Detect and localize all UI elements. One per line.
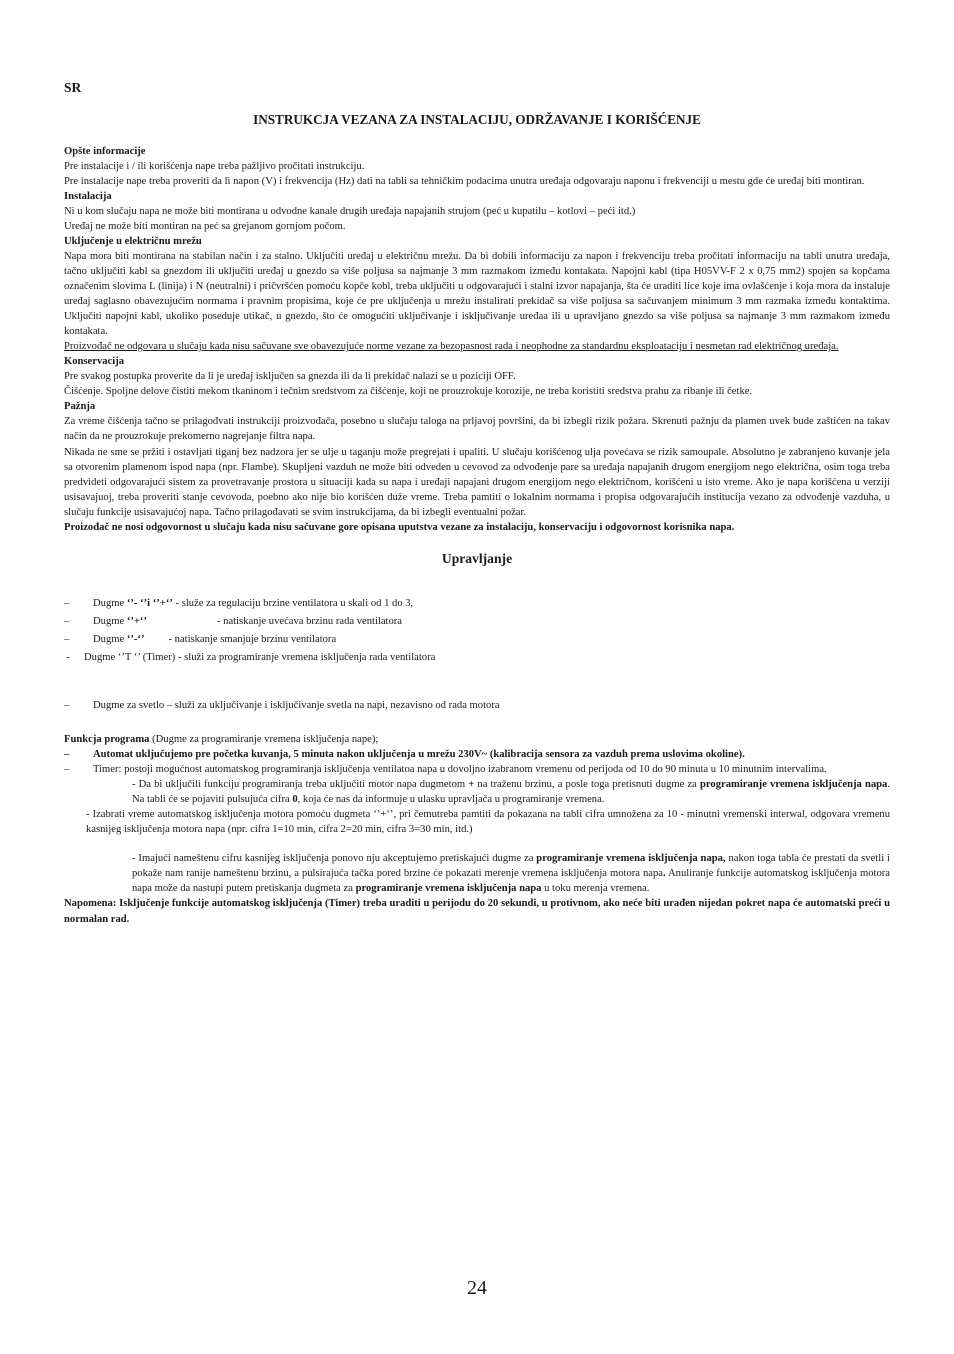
- caution-liability: Proizođač ne nosi odgovornost u slučaju kada nisu sačuvane gore opisana uputstva vezane za instalaciju, konservaciju i odgovornost korisnika napa.: [64, 521, 735, 533]
- dash-bullet: –: [64, 634, 70, 646]
- program-step-3: [64, 851, 890, 896]
- control-keys: ‘’- ‘’i ‘’+‘’: [126, 598, 173, 609]
- step-emphasis: programiranje vremena isključenja napa: [355, 883, 542, 895]
- step-text: Anuliranje funkcije automatskog isključenja motora napa može da nastupi putem pretiskanja dugmeta za: [132, 868, 890, 895]
- electric-disclaimer: Proizvođač ne odgovara u slučaju kada nisu sačuvane sve obavezujuće norme vezane za bezopasnost rada i neophodne za standardnu eksploataciju i nesmetan rad električnog uređaja.: [64, 341, 839, 353]
- step-text: na traženu brzinu, a posle toga pretisnuti dugme za: [474, 779, 701, 791]
- page-title: INSTRUKCJA VEZANA ZA INSTALACIJU, ODRŽAVANJE I KORIŠĆENJE: [253, 112, 701, 128]
- dash-bullet: –: [64, 598, 70, 609]
- maintenance-paragraph-1: Pre svakog postupka proverite da li je uređaj isključen sa gnezda ili da li prekidač nalazi se u poziciji OFF.: [64, 371, 516, 383]
- program-step-1: [64, 777, 890, 807]
- program-auto-text: Automat uključujemo pre početka kuvanja, 5 minuta nakon uključenja u mrežu 230V~ (kalibracija sensora za vazduh prema uslovima okoline).: [93, 749, 745, 761]
- step-text: , koja će nas da informuje u ulasku upravljača u programiranje vremena.: [297, 794, 605, 806]
- installation-paragraph-1: Ni u kom slučaju napa ne može biti montirana u odvodne kanale drugih uređaja napajanih strujom (peć u kupatilu – kotlovi – peći itd.): [64, 206, 636, 218]
- general-heading: Opšte informacije: [64, 145, 146, 157]
- control-desc: - natiskanje uvećava brzinu rada ventilatora: [217, 616, 403, 628]
- step-emphasis: programiranje vremena isključenja napa,: [536, 853, 726, 865]
- control-item-minus: [64, 632, 890, 647]
- program-heading: Funkcja programa: [64, 734, 150, 746]
- program-timer-text: Timer: postoji mogućnost automatskog programiranja isključenja ventilatoa napa u dovoljno izabranom vremenu od perijoda od 10 do 90 minuta u 10 minutnim intervalima.: [93, 764, 827, 776]
- control-item-plus: [64, 614, 890, 629]
- manual-page: [64, 78, 890, 927]
- control-keys: ‘’-‘’: [126, 634, 145, 646]
- step-digit: 0: [292, 794, 298, 806]
- control-label: Dugme: [93, 634, 127, 646]
- step-text: u toku merenja vremena.: [541, 883, 650, 895]
- maintenance-paragraph-2: Čišćenje. Spoljne delove čistiti mekom tkaninom i tečnim sredstvom za čišćenje, koji ne prouzrokuje korozije, ne treba koristiti sredstva prahu za ribanje ili četke.: [64, 386, 753, 398]
- step-text: . Na tabli će se pojaviti pulsujuća cifra: [132, 779, 890, 806]
- caution-paragraph-2: Nikada ne sme se pržiti i ostavljati tiganj bez nadzora jer se ulje u taganju može pregrejati i upaliti. U slučaju korišćenog ulja povećava se rizik samoupale. Absolutno je zabranjeno kuvanje jela sa otvorenim plamenom ispod napa (npr. Flambe). Skupljeni vazduh ne može biti odveden u cevovod za odvođenje pare sa uređaja napajanih drugom energijom nego električna, osim toga treba predvideti odgovarajući sistem za provetravanje prostora u situaciji kada su napa i uređaji napajani drugom energijom nego električnom, korišćeni u isto vreme. Ako je napa korišćena u verziji usisavajuoj, treba proveriti stanje cevovoda, poebno ako nije bio korišćen duže vreme. Treba pamtiti o lokalnim normama i propisa odgovarajućih institucija vezano za odvođenje vazduha, u slučaju funkcije usisavajućoj napa. Tačno prilagođavati se svim instrukcijama, da bi izbegli eventualni požar.: [64, 446, 890, 518]
- program-heading-line: [64, 732, 890, 747]
- step-emphasis: programiranje vremena isključenja napa: [700, 779, 888, 791]
- step-text: - Da bi uključili funkciju programiranja treba uključiti motor napa dugmetom: [132, 779, 469, 791]
- control-keys: -: [177, 652, 185, 664]
- control-item-light: [64, 698, 890, 713]
- general-paragraph-1: Pre instalacije i / ili korišćenja nape treba pažljivo pročitati instrukciju.: [64, 160, 365, 172]
- caution-heading: Pažnja: [64, 401, 96, 413]
- installation-paragraph-2: Uređaj ne može biti montiran na peć sa grejanom gornjom počom.: [64, 221, 346, 233]
- dash-bullet: -: [66, 652, 70, 664]
- program-step-2: - Izabrati vreme automatskog isključenja motora pomoću dugmeta ‘’+‘’, pri čemutreba pamtiti da pokazana na tabli cifra umnožena za 10 - minutni vremenski interwal, odgovara vremenu kasnijeg isključenja motora napa (npr. cifra 1=10 min, cifra 2=20 min, cifra 3=30 min, itd.): [86, 809, 890, 836]
- control-desc: Dugme za svetlo – služi za uključivanje i isključivanje svetla na napi, nezavisno od rada motora: [93, 700, 500, 712]
- control-keys: ‘’+‘’: [126, 616, 147, 628]
- control-label: Dugme: [93, 598, 127, 609]
- control-item-timer: [64, 650, 890, 665]
- language-code: SR: [64, 80, 82, 95]
- step-text: .: [662, 868, 666, 880]
- control-desc: - natiskanje smanjuje brzinu ventilatora: [168, 634, 337, 646]
- dash-bullet: –: [64, 764, 70, 776]
- program-note: Napomena: Isključenje funkcije automatskog isključenja (Timer) treba uraditi u perijodu do 20 sekundi, u protivnom, ako neće biti urađen nijedan pokret napa će automatski preći u normalan rad.: [64, 898, 890, 925]
- dash-bullet: –: [64, 749, 70, 761]
- program-timer-item: [64, 762, 890, 777]
- page-number: 24: [467, 1277, 487, 1299]
- electric-heading: Uključenje u električnu mrežu: [64, 236, 202, 248]
- program-heading-note: (Dugme za programiranje vremena isključenja nape);: [149, 734, 379, 746]
- program-auto-item: [64, 747, 890, 762]
- electric-paragraph-1: Napa mora biti montirana na stabilan način i za stalno. Uključiti uređaj u električnu mrežu. Da bi dobili informaciju za napon i frekvenciju treba pročitati informaciju na tabli unutra uređaja, tačno uključiti kabl sa gnezdom ili uključiti uređaj u gnezdo sa više poljusa sa najmanje 3 mm razmakom između kontakata. Napojni kabl (tipa H05VV-F 2 x 0,75 mm2) spojen sa kopčama označenim slovima L (linija) i N (neutralni) i pričvršćen pomoću kopče kobl, treba uključiti u odgovarajući i stalni izvor napajanja, šta će uraditi lice koje ima ovlašćenje i koja mora da instaluje uređaj saglasno obavezujućim normama i pravnim propisima, koje će pre uključenja u mrežu instalirati prekidač sa više poljusa sa sačuvanjem minimum 3 mm razmaka između kontaktima. Uključiti napojni kabl, ukoliko poseduje utikač, u gnezdo, što će omogućiti uključivanje i isključivanje uređaa ili u upravljano gnezdo sa više poljusa sa najmanje 3 mm razmakom između kontakata.: [64, 251, 890, 338]
- control-desc: služi za programiranje vremena isključenja rada ventilatora: [184, 652, 436, 664]
- spacer: [64, 716, 890, 732]
- control-label: Dugme ‘’T ‘’ (Timer): [84, 652, 178, 664]
- dash-bullet: –: [64, 700, 70, 712]
- step-text: - Imajući nameštenu cifru kasnijeg isključenja ponovo nju akceptujemo pretiskajući dugme za: [132, 853, 537, 865]
- spacer: [64, 668, 890, 698]
- control-label: Dugme: [93, 616, 127, 628]
- controls-title: Upravljanje: [441, 550, 513, 566]
- dash-bullet: –: [64, 616, 70, 628]
- control-item-minus-plus: [64, 596, 890, 611]
- step-key: +: [468, 779, 475, 791]
- maintenance-heading: Konservacija: [64, 356, 125, 368]
- step-text: nakon toga tabla će prestati da svetli i pokaže nam ranije nameštenu brzinu, a pulsirajuća tačka pored brzine će pokazati merenje vremena isključenja motora napa: [132, 853, 890, 880]
- installation-heading: Instalacija: [64, 190, 112, 202]
- caution-paragraph-1: Za vreme čišćenja tačno se prilagođvati instrukciji proizvođača, posebno u slučaju taloga na prljavoj površini, da bi izbegli rizik požara. Skrenuti pažnju da plamen uvek bude zaštićen na takav način da ne prouzrokuje prekomerno nagrejanje filtra napa.: [64, 416, 890, 443]
- general-paragraph-2: Pre instalacije nape treba proveriti da li napon (V) i frekvencija (Hz) dati na tabli sa tehničkim podacima unutra uređaja odgovaraju naponu i frekvenciji u mestu gde će uređaj biti montiran.: [64, 175, 865, 187]
- control-desc: - služe za regulaciju brzine ventilatora u skali od 1 do 3,: [172, 598, 414, 609]
